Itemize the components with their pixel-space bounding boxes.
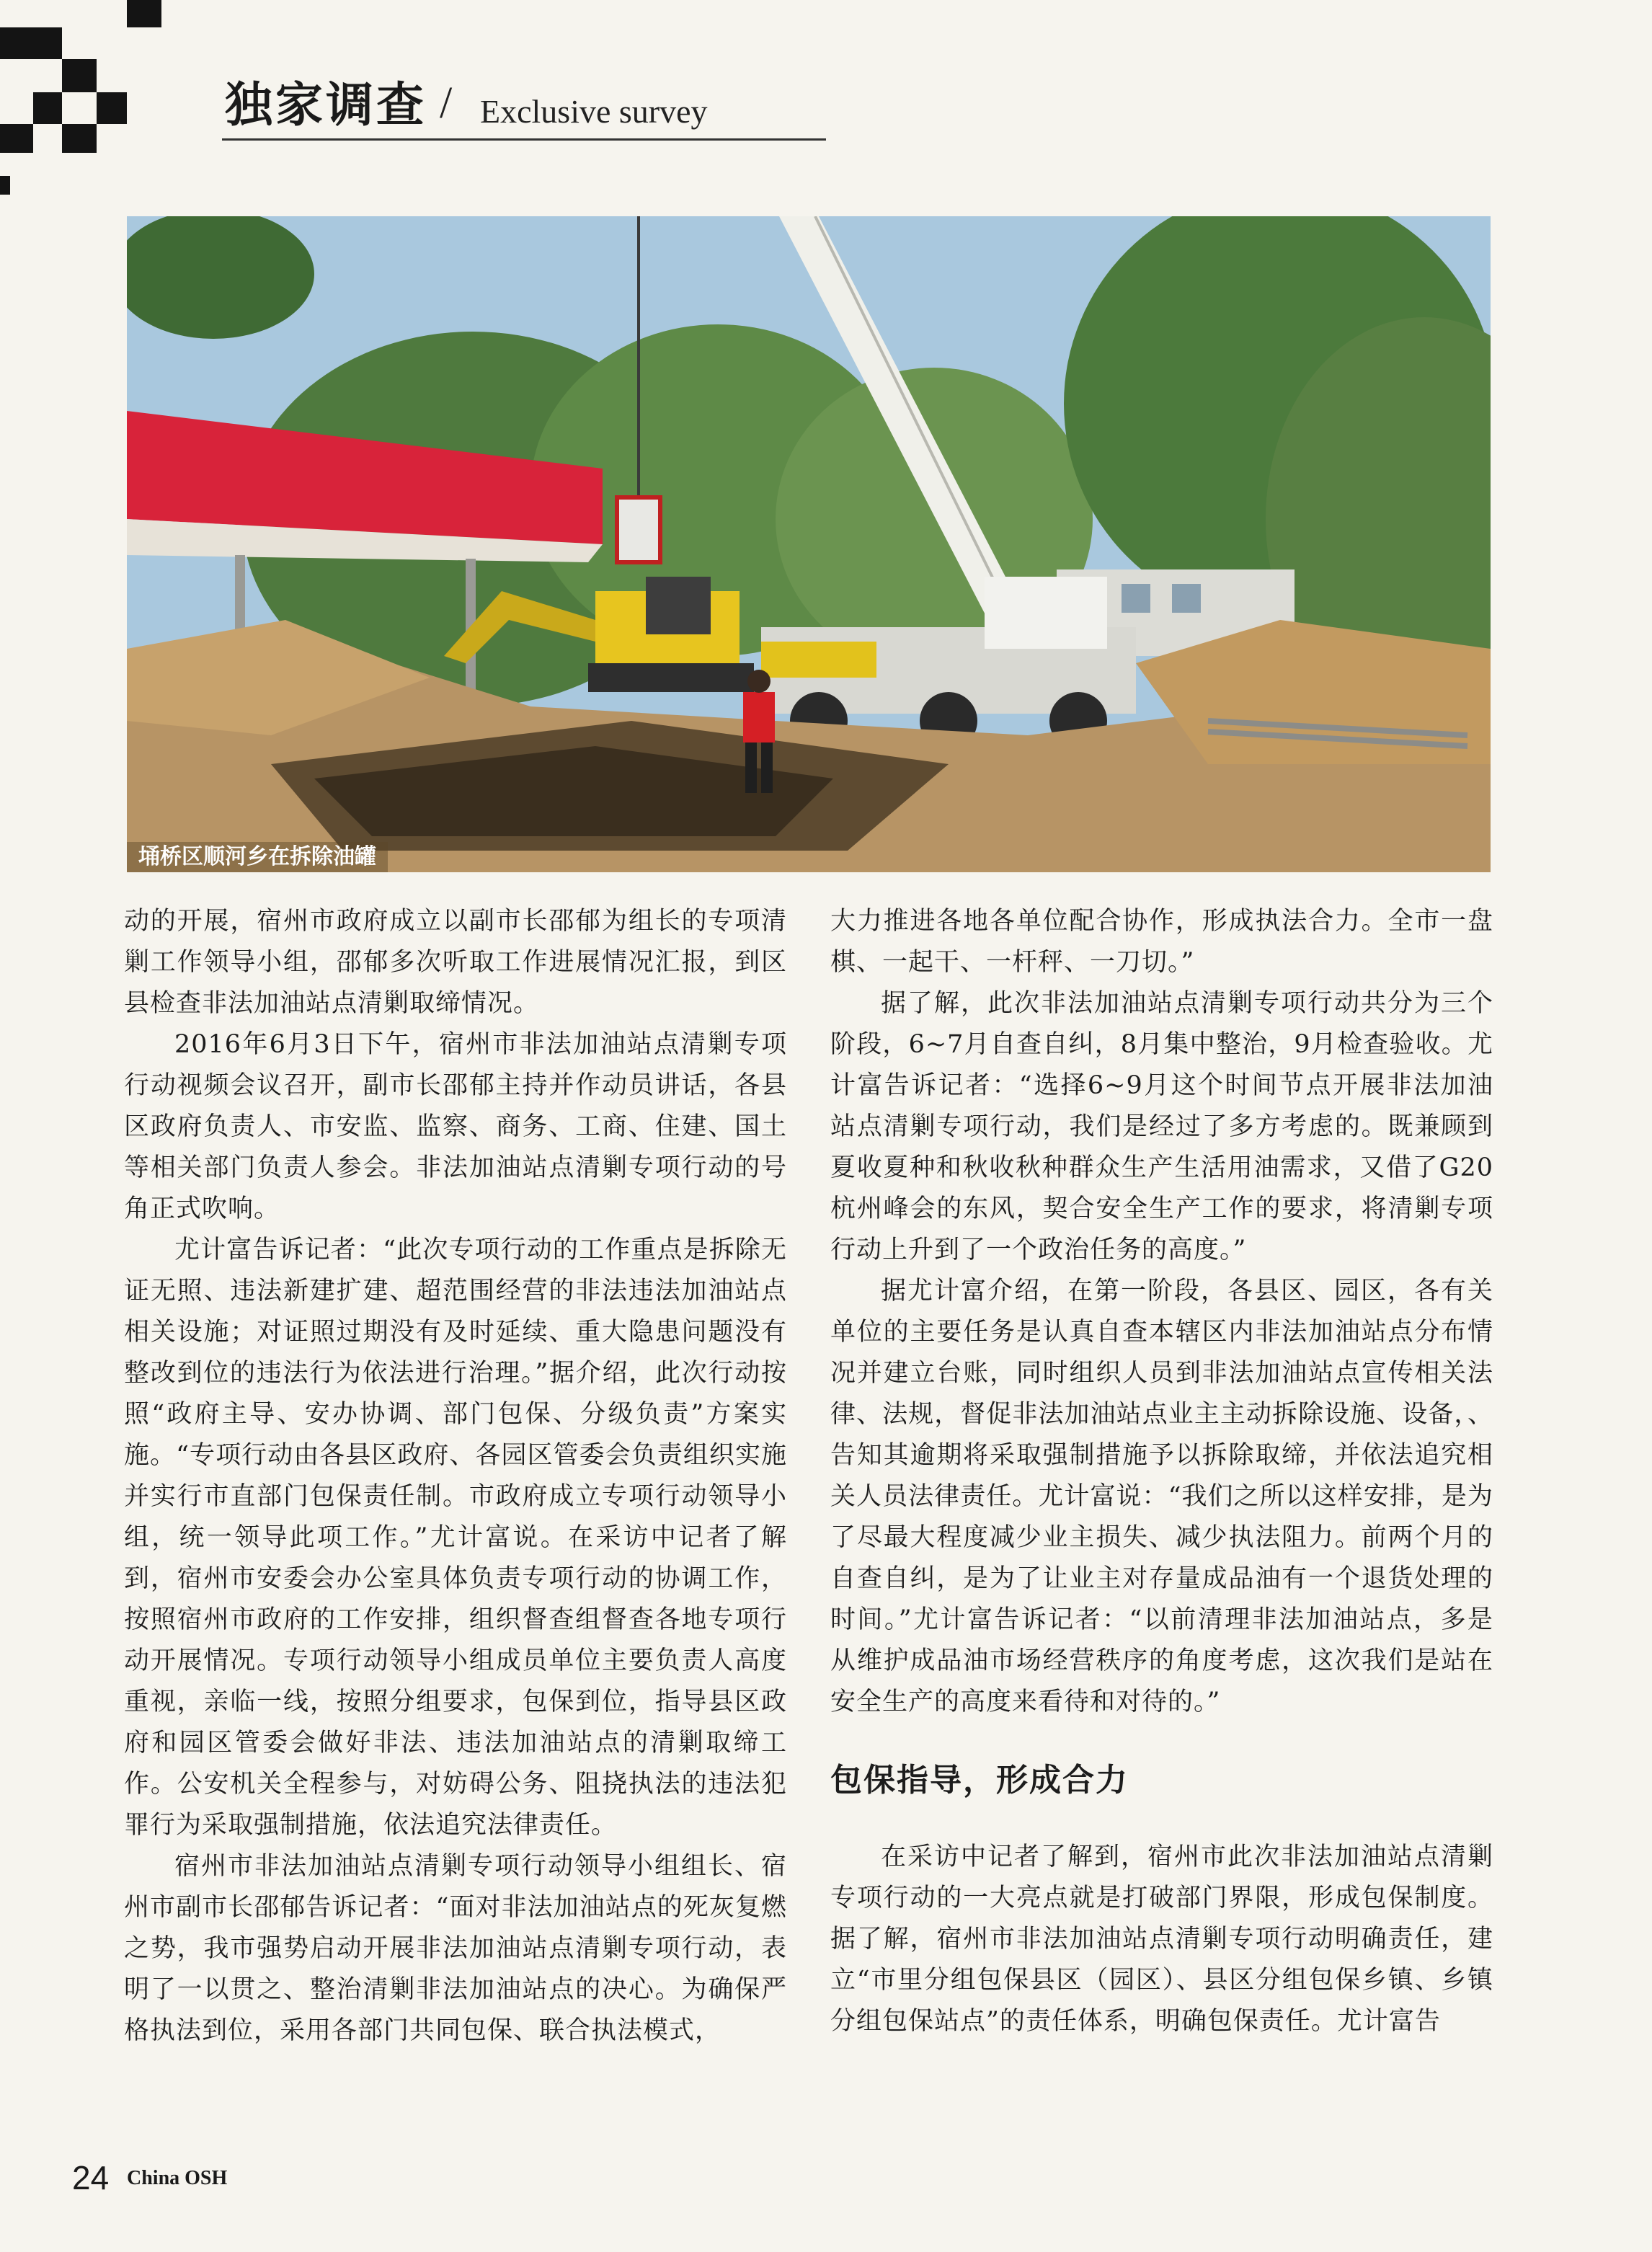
corner-decoration-square <box>0 124 33 153</box>
section-title: 独家调查 <box>225 77 427 133</box>
corner-decoration-square <box>62 124 97 153</box>
left-column <box>124 901 787 2052</box>
header-rule <box>222 138 826 141</box>
page-number: 24 <box>72 2159 110 2196</box>
paragraph: 宿州市非法加油站点清剿专项行动领导小组组长、宿州市副市长邵郁告诉记者：“面对非法加油站点的死灰复燃之势，我市强势启动开展非法加油站点清剿专项行动，表明了一以贯之、整治清剿非法加油站点的决心。为确保严格执法到位，采用各部门共同包保、联合执法模式， <box>124 1852 787 2045</box>
corner-decoration-square <box>0 176 10 195</box>
header-slash: / <box>440 79 453 128</box>
paragraph: 据尤计富介绍，在第一阶段，各县区、园区，各有关单位的主要任务是认真自查本辖区内非法加油站点分布情况并建立台账，同时组织人员到非法加油站点宣传相关法律、法规，督促非法加油站点业主主动拆除设施、设备，、告知其逾期将采取强制措施予以拆除取缔，并依法追究相关人员法律责任。尤计富说：“我们之所以这样安排，是为了尽最大程度减少业主损失、减少执法阻力。前两个月的自查自纠，是为了让业主对存量成品油有一个退货处理的时间。”尤计富告诉记者：“以前清理非法加油站点，多是从维护成品油市场经营秩序的角度考虑，这次我们是站在安全生产的高度来看待和对待的。” <box>830 1277 1493 1716</box>
corner-decoration-square <box>97 92 127 124</box>
section-subtitle: Exclusive survey <box>480 93 708 130</box>
corner-decoration-square <box>33 92 62 124</box>
photo-caption: 埇桥区顺河乡在拆除油罐 <box>127 842 388 872</box>
paragraph: 大力推进各地各单位配合协作，形成执法合力。全市一盘棋、一起干、一杆秤、一刀切。” <box>830 907 1493 977</box>
paragraph: 动的开展，宿州市政府成立以副市长邵郁为组长的专项清剿工作领导小组，邵郁多次听取工作进展情况汇报，到区县检查非法加油站点清剿取缔情况。 <box>124 907 787 1018</box>
paragraph: 在采访中记者了解到，宿州市此次非法加油站点清剿专项行动的一大亮点就是打破部门界限，形成包保制度。据了解，宿州市非法加油站点清剿专项行动明确责任，建立“市里分组包保县区（园区）、县区分组包保乡镇、乡镇分组包保站点”的责任体系，明确包保责任。尤计富告 <box>830 1843 1493 2036</box>
paragraph: 尤计富告诉记者：“此次专项行动的工作重点是拆除无证无照、违法新建扩建、超范围经营的非法违法加油站点相关设施；对证照过期没有及时延续、重大隐患问题没有整改到位的违法行为依法进行治理。”据介绍，此次行动按照“政府主导、安办协调、部门包保、分级负责”方案实施。“专项行动由各县区政府、各园区管委会负责组织实施并实行市直部门包保责任制。市政府成立专项行动领导小组，统一领导此项工作。”尤计富说。在采访中记者了解到，宿州市安委会办公室具体负责专项行动的协调工作，按照宿州市政府的工作安排，组织督查组督查各地专项行动开展情况。专项行动领导小组成员单位主要负责人高度重视，亲临一线，按照分组要求，包保到位，指导县区政府和园区管委会做好非法、违法加油站点的清剿取缔工作。公安机关全程参与，对妨碍公务、阻挠执法的违法犯罪行为采取强制措施，依法追究法律责任。 <box>124 1236 787 1840</box>
right-column <box>830 901 1493 2042</box>
section-heading: 包保指导，形成合力 <box>830 1762 1129 1799</box>
paragraph: 据了解，此次非法加油站点清剿专项行动共分为三个阶段，6~7月自查自纠，8月集中整治，9月检查验收。尤计富告诉记者：“选择6~9月这个时间节点开展非法加油站点清剿专项行动，我们是经过了多方考虑的。既兼顾到夏收夏种和秋收秋种群众生产生活用油需求，又借了G20杭州峰会的东风，契合安全生产工作的要求，将清剿专项行动上升到了一个政治任务的高度。” <box>830 989 1493 1264</box>
article-photo <box>127 216 1491 872</box>
paragraph: 2016年6月3日下午，宿州市非法加油站点清剿专项行动视频会议召开，副市长邵郁主持并作动员讲话，各县区政府负责人、市安监、监察、商务、工商、住建、国土等相关部门负责人参会。非法加油站点清剿专项行动的号角正式吹响。 <box>124 1030 787 1223</box>
corner-decoration-square <box>62 59 97 92</box>
corner-decoration-square <box>0 27 62 59</box>
corner-decoration-square <box>127 0 161 27</box>
publication-name: China OSH <box>127 2167 228 2189</box>
photo-scene <box>127 216 1491 872</box>
